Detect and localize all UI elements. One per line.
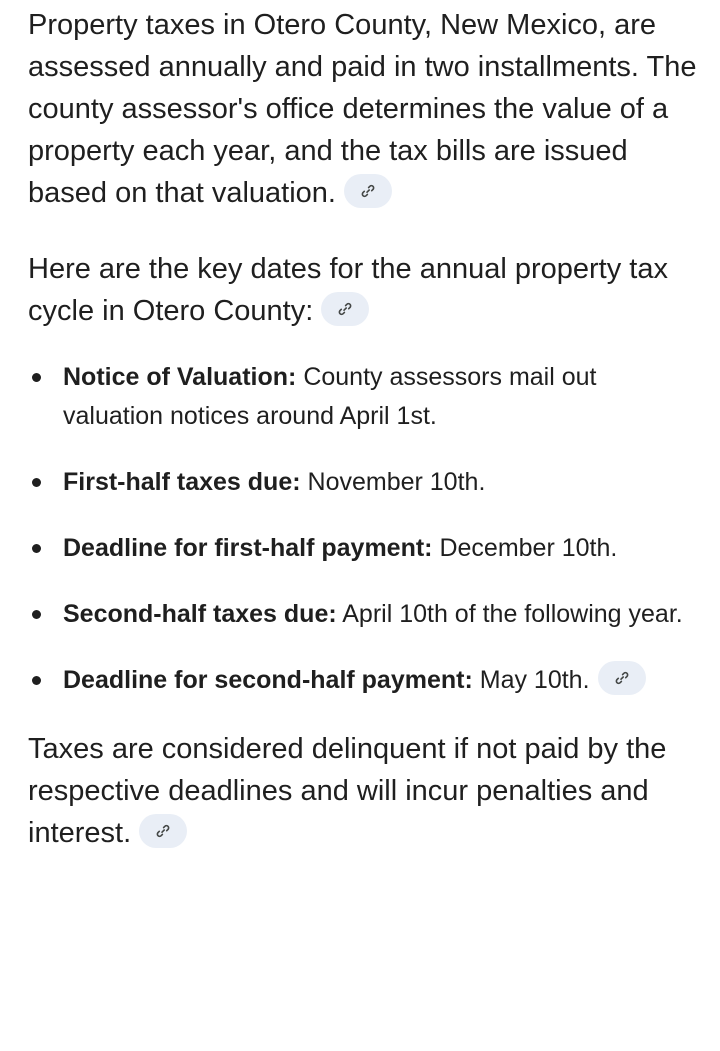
source-link-chip[interactable] xyxy=(321,292,369,326)
response-content xyxy=(28,4,698,854)
link-icon xyxy=(360,183,376,199)
bullet-text: County assessors mail out valuation notices around April 1st. xyxy=(63,363,597,430)
key-dates-intro-paragraph xyxy=(28,248,698,332)
link-icon xyxy=(155,823,171,839)
list-item xyxy=(28,661,698,700)
bullet-label: First-half taxes due: xyxy=(63,468,301,496)
bullet-text: May 10th. xyxy=(479,666,590,694)
bullet-dot xyxy=(32,373,41,382)
list-item xyxy=(28,463,698,502)
bullet-text: December 10th. xyxy=(439,534,618,562)
bullet-label: Deadline for first-half payment: xyxy=(63,534,433,562)
source-link-chip[interactable] xyxy=(344,174,392,208)
bullet-label: Second-half taxes due: xyxy=(63,600,337,628)
key-dates-list xyxy=(28,358,698,700)
bullet-dot xyxy=(32,676,41,685)
delinquency-text: Taxes are considered delinquent if not paid by the respective deadlines and will incur penalties and interest. xyxy=(28,733,667,849)
bullet-text: November 10th. xyxy=(307,468,486,496)
intro-paragraph xyxy=(28,4,698,214)
intro-text: Property taxes in Otero County, New Mexico, are assessed annually and paid in two installments. The county assessor's office determines the value of a property each year, and the tax bills are issued based on that valuation. xyxy=(28,9,697,209)
key-dates-intro-text: Here are the key dates for the annual property tax cycle in Otero County: xyxy=(28,253,668,327)
bullet-label: Notice of Valuation: xyxy=(63,363,297,391)
list-item xyxy=(28,529,698,568)
source-link-chip[interactable] xyxy=(139,814,187,848)
bullet-dot xyxy=(32,610,41,619)
bullet-dot xyxy=(32,544,41,553)
delinquency-paragraph xyxy=(28,728,698,854)
bullet-label: Deadline for second-half payment: xyxy=(63,666,473,694)
list-item xyxy=(28,595,698,634)
list-item xyxy=(28,358,698,436)
bullet-dot xyxy=(32,478,41,487)
source-link-chip[interactable] xyxy=(598,661,646,695)
link-icon xyxy=(614,670,630,686)
bullet-text: April 10th of the following year. xyxy=(342,600,683,628)
link-icon xyxy=(337,301,353,317)
